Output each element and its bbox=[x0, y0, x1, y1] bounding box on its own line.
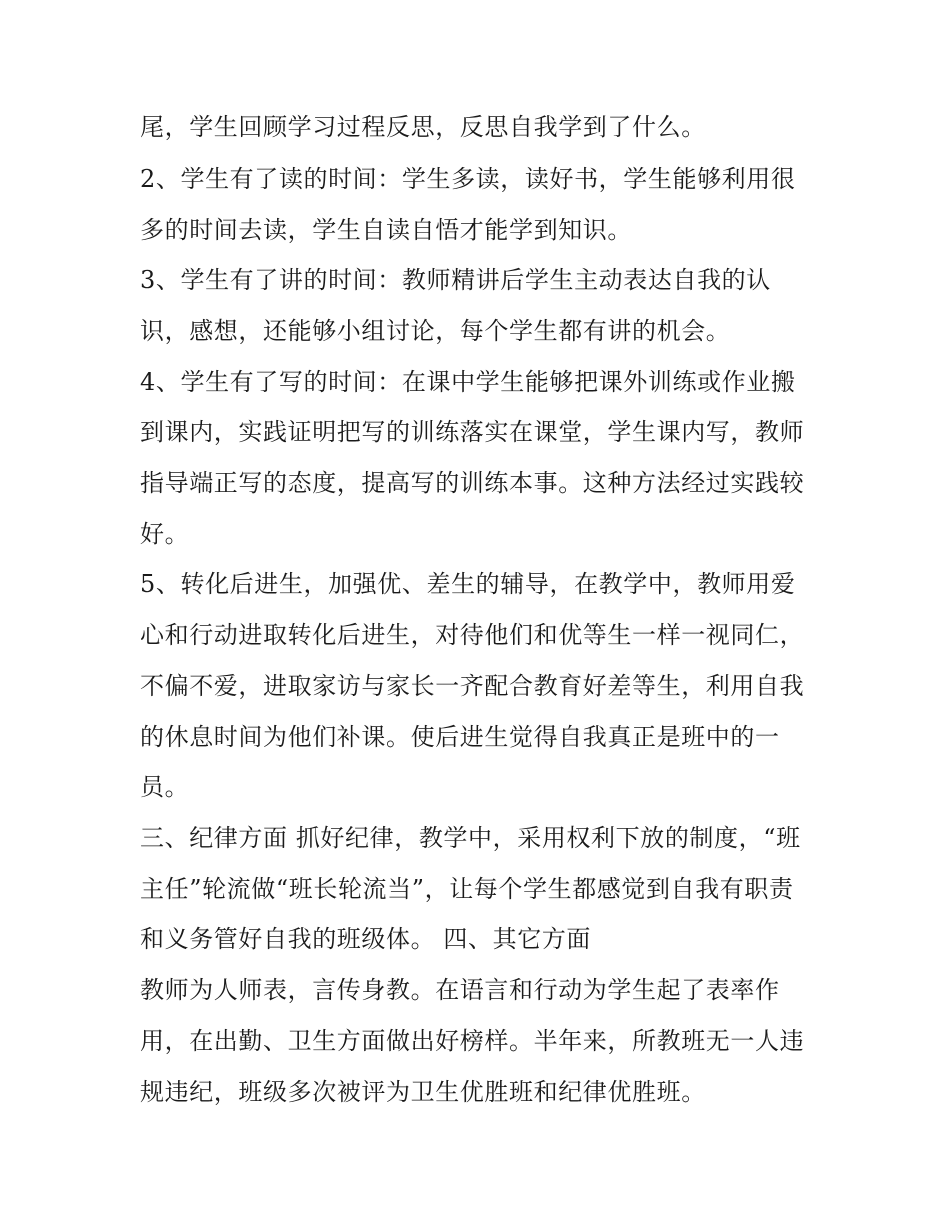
text-line: 的休息时间为他们补课。使后进生觉得自我真正是班中的一 bbox=[140, 723, 780, 751]
text-line: 2、学生有了读的时间：学生多读，读好书，学生能够利用很 bbox=[140, 165, 796, 193]
text-line: 多的时间去读，学生自读自悟才能学到知识。 bbox=[140, 216, 632, 244]
text-line: 心和行动进取转化后进生，对待他们和优等生一样一视同仁， bbox=[140, 621, 805, 649]
text-line: 不偏不爱，进取家访与家长一齐配合教育好差等生，利用自我 bbox=[140, 672, 805, 700]
text-line: 4、学生有了写的时间：在课中学生能够把课外训练或作业搬 bbox=[140, 368, 796, 396]
text-line: 尾，学生回顾学习过程反思，反思自我学到了什么。 bbox=[140, 113, 706, 141]
text-line: 5、转化后进生，加强优、差生的辅导，在教学中，教师用爱 bbox=[140, 570, 796, 598]
text-line: 好。 bbox=[140, 520, 190, 548]
text-line: 识，感想，还能够小组讨论，每个学生都有讲的机会。 bbox=[140, 317, 731, 345]
text-line: 主任”轮流做“班长轮流当”，让每个学生都感觉到自我有职责 bbox=[140, 875, 794, 903]
text-line: 员。 bbox=[140, 773, 190, 801]
text-line: 用，在出勤、卫生方面做出好榜样。半年来，所教班无一人违 bbox=[140, 1027, 805, 1055]
text-line: 到课内，实践证明把写的训练落实在课堂，学生课内写，教师 bbox=[140, 418, 805, 446]
text-line: 指导端正写的态度，提高写的训练本事。这种方法经过实践较 bbox=[140, 469, 805, 497]
text-line: 三、纪律方面 抓好纪律，教学中，采用权利下放的制度，“班 bbox=[140, 824, 801, 852]
text-line: 规违纪，班级多次被评为卫生优胜班和纪律优胜班。 bbox=[140, 1078, 706, 1106]
text-line: 教师为人师表，言传身教。在语言和行动为学生起了表率作 bbox=[140, 976, 780, 1004]
text-line: 3、学生有了讲的时间：教师精讲后学生主动表达自我的认 bbox=[140, 266, 771, 294]
text-line: 和义务管好自我的班级体。 四、其它方面 bbox=[140, 925, 592, 953]
